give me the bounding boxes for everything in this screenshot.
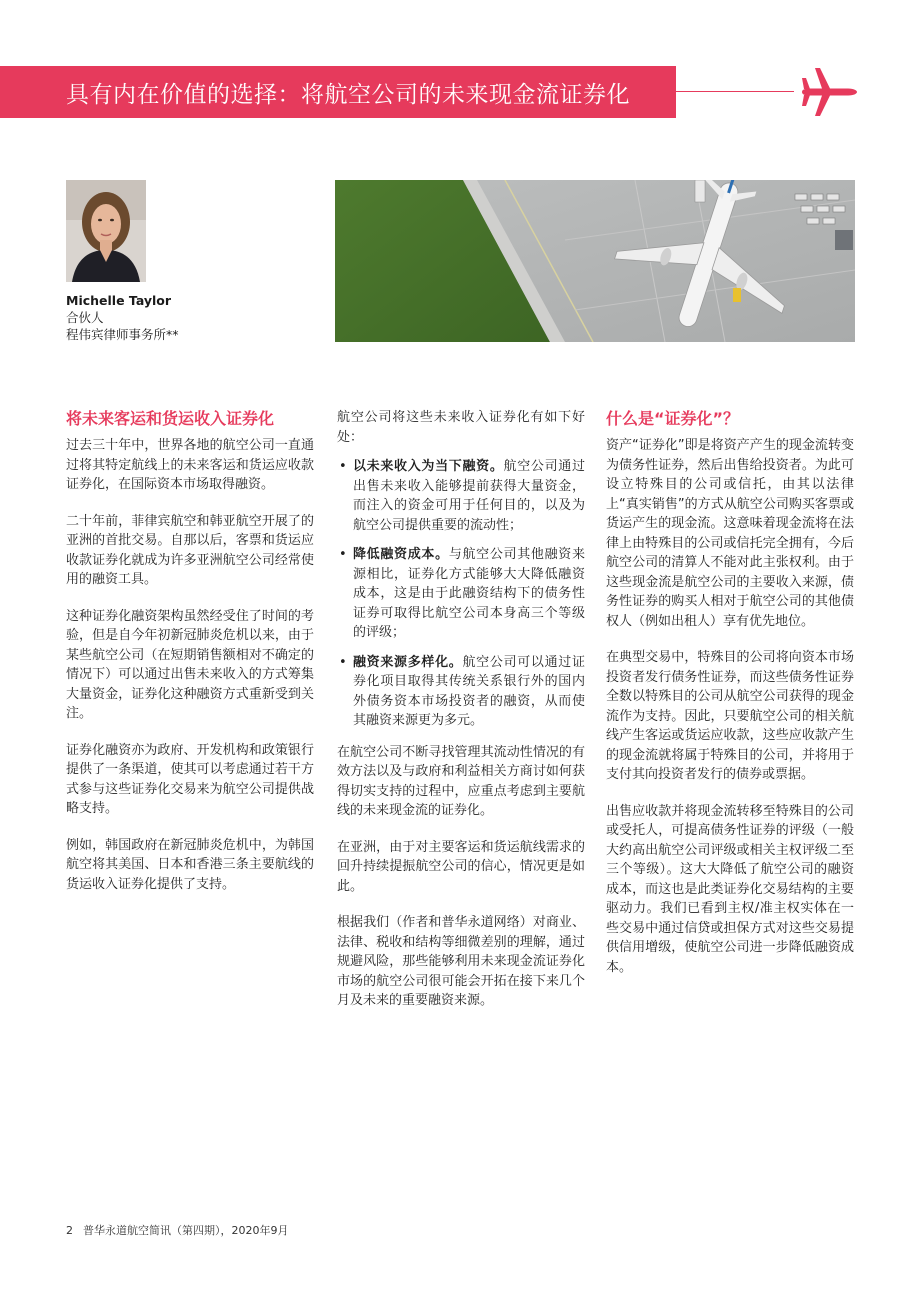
author-name: Michelle Taylor	[66, 293, 172, 308]
bullet-icon: •	[339, 547, 347, 562]
author-firm: 程伟宾律师事务所**	[66, 327, 179, 342]
list-item	[337, 457, 585, 535]
column-left	[66, 408, 314, 911]
list-item-lead: 降低融资成本。	[353, 547, 449, 562]
paragraph: 这种证券化融资架构虽然经受住了时间的考验，但是自今年初新冠肺炎危机以来，由于某些航空公司（在短期销售额相对不确定的情况下）可以通过出售未来收入的方式筹集大量资金，证券化这种融资方式重新受到关注。	[66, 608, 314, 721]
paragraph: 出售应收款并将现金流转移至特殊目的公司或受托人，可提高债务性证券的评级（一般大约高出航空公司评级或相关主权评级二至三个等级）。这大大降低了航空公司的融资成本，而这也是此类证券化交易结构的主要驱动力。我们已看到主权/准主权实体在一些交易中通过信贷或担保方式对这些交易提供信用增级，使航空公司进一步降低融资成本。	[606, 803, 854, 975]
paragraph: 在航空公司不断寻找管理其流动性情况的有效方法以及与政府和利益相关方商讨如何获得切实支持的过程中，应重点考虑到主要航线的未来现金流的证券化。	[337, 744, 585, 818]
paragraph: 在亚洲，由于对主要客运和货运航线需求的回升持续提振航空公司的信心，情况更是如此。	[337, 839, 585, 894]
column-right	[606, 408, 854, 994]
section-heading-what-is-securitization: 什么是“证券化”？	[606, 409, 740, 428]
page-title: 具有内在价值的选择：将航空公司的未来现金流证券化	[66, 82, 630, 108]
page-number: 2	[66, 1224, 73, 1237]
paragraph: 二十年前，菲律宾航空和韩亚航空开展了的亚洲的首批交易。自那以后，客票和货运应收款证券化就成为许多亚洲航空公司经常使用的融资工具。	[66, 513, 314, 587]
airplane-icon	[796, 66, 858, 118]
benefits-list	[337, 457, 585, 731]
paragraph: 资产“证券化”即是将资产产生的现金流转变为债务性证券，然后出售给投资者。为此可设立特殊目的公司或信托，由其以法律上“真实销售”的方式从航空公司购买客票或货运产生的现金流。这意味着现金流将在法律上由特殊目的公司或信托完全拥有，今后航空公司的清算人不能对此主张权利。由于这些现金流是航空公司的主要收入来源，债务性证券的购买人相对于航空公司的其他债权人（例如出租人）享有优先地位。	[606, 438, 854, 629]
paragraph: 在典型交易中，特殊目的公司将向资本市场投资者发行债务性证券，而这些债务性证券全数以特殊目的公司从航空公司获得的现金流作为支持。因此，只要航空公司的相关航线产生客运或货运应收款，这些应收款产生的现金流就将属于特殊目的公司，并将用于支付其向投资者发行的债券或票据。	[606, 650, 854, 782]
list-item	[337, 545, 585, 643]
list-item	[337, 653, 585, 731]
bullet-icon: •	[339, 459, 347, 474]
author-block	[66, 292, 179, 343]
title-divider-line	[676, 91, 794, 92]
footer-text: 普华永道航空简讯（第四期），2020年9月	[83, 1224, 289, 1237]
page-footer	[66, 1222, 289, 1238]
list-item-lead: 融资来源多样化。	[353, 654, 463, 670]
bullet-icon: •	[339, 654, 347, 670]
paragraph-intro: 航空公司将这些未来收入证券化有如下好处：	[337, 410, 585, 445]
paragraph: 根据我们（作者和普华永道网络）对商业、法律、税收和结构等细微差别的理解，通过规避风险，那些能够利用未来现金流证券化市场的航空公司很可能会开拓在接下来几个月及未来的重要融资来源。	[337, 915, 585, 1008]
author-portrait	[66, 180, 146, 282]
paragraph: 例如，韩国政府在新冠肺炎危机中，为韩国航空将其美国、日本和香港三条主要航线的货运收入证券化提供了支持。	[66, 837, 314, 892]
column-middle	[337, 408, 585, 1028]
airport-aerial-photo	[335, 180, 855, 342]
paragraph: 证券化融资亦为政府、开发机构和政策银行提供了一条渠道，使其可以考虑通过若干方式参与这些证券化交易来为航空公司提供战略支持。	[66, 742, 314, 816]
list-item-lead: 以未来收入为当下融资。	[353, 459, 504, 474]
list-item-text: 航空公司通过出售未来收入能够提前获得大量资金，而注入的资金可用于任何目的，以及为航空公司提供重要的流动性；	[353, 459, 585, 533]
list-item-text: 与航空公司其他融资来源相比，证券化方式能够大大降低融资成本，这是由于此融资结构下的债务性证券可取得比航空公司本身高三个等级的评级；	[353, 547, 585, 640]
paragraph: 过去三十年中，世界各地的航空公司一直通过将其特定航线上的未来客运和货运应收款证券化，在国际资本市场取得融资。	[66, 438, 314, 492]
list-item-text: 航空公司可以通过证券化项目取得其传统关系银行外的国内外债务资本市场投资者的融资，从而使其融资来源更为多元。	[353, 654, 585, 728]
section-heading-future-revenue: 将未来客运和货运收入证券化	[66, 409, 275, 428]
author-role: 合伙人	[66, 310, 104, 325]
